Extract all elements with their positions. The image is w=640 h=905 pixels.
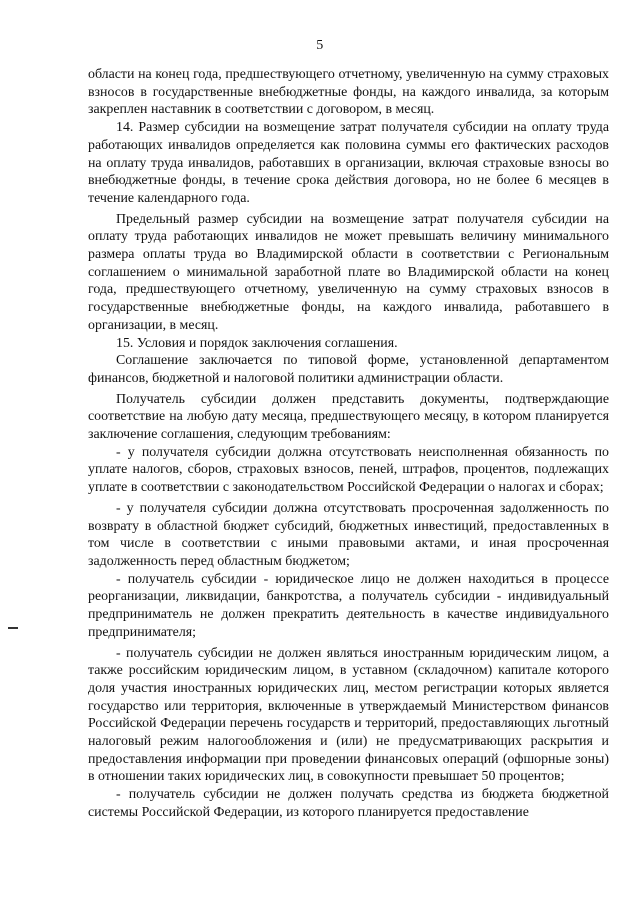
document-body (88, 66, 609, 822)
requirement-no-tax-debt: - у получателя субсидии должна отсутствовать неисполненная обязанность по уплате налогов, сборов, страховых взносов, пеней, штрафов, процентов, подлежащих уплате в соответствии с законодательством Российской Федерации о налогах и сборах; (88, 444, 609, 496)
paragraph-clause-14: 14. Размер субсидии на возмещение затрат получателя субсидии на оплату труда работающих инвалидов определяется как половина суммы его фактических расходов на оплату труда инвалидов, работавших в организации, включая страховые взносы во внебюджетные фонды, в течение срока действия договора, но не более 6 месяцев в течение календарного года. (88, 120, 609, 206)
requirement-no-other-funds: - получатель субсидии не должен получать средства из бюджета бюджетной системы Российской Федерации, из которого планируется предоставление (88, 787, 609, 820)
paragraph-max-subsidy: Предельный размер субсидии на возмещение затрат получателя субсидии на оплату труда работающих инвалидов не может превышать величину минимального размера оплаты труда во Владимирской области в соответствии с Региональным соглашением о минимальной заработной плате во Владимирской области на конец года, предшествующего отчетному, увеличенную на сумму страховых взносов в государственные внебюджетные фонды, на каждого инвалида, работавшего в организации, в месяц. (88, 211, 609, 333)
requirement-no-reorganization: - получатель субсидии - юридическое лицо не должен находиться в процессе реорганизации, ликвидации, банкротства, а получатель субсидии - индивидуальный предприниматель не должен прекратить деятельность в качестве индивидуального предпринимателя; (88, 571, 609, 640)
requirement-not-foreign: - получатель субсидии не должен являться иностранным юридическим лицом, а также российским юридическим лицом, в уставном (складочном) капитале которого доля участия иностранных юридических лиц, местом регистрации которых является государство или территория, включенные в утверждаемый Министерством финансов Российской Федерации перечень государств и территорий, предоставляющих льготный налоговый режим налогообложения и (или) не предусматривающих раскрытия и предоставления информации при проведении финансовых операций (офшорные зоны) в отношении таких юридических лиц, в совокупности превышает 50 процентов; (88, 645, 609, 785)
margin-dash-mark (8, 627, 18, 629)
paragraph-clause-15: 15. Условия и порядок заключения соглашения. (116, 335, 398, 351)
paragraph-agreement-form: Соглашение заключается по типовой форме, установленной департаментом финансов, бюджетной и налоговой политики администрации области. (88, 353, 609, 386)
paragraph-documents: Получатель субсидии должен представить документы, подтверждающие соответствие на любую дату месяца, предшествующего месяцу, в котором планируется заключение соглашения, следующим требованиям: (88, 391, 609, 443)
paragraph-continuation: области на конец года, предшествующего отчетному, увеличенную на сумму страховых взносов в государственные внебюджетные фонды, на каждого инвалида, за которым закреплен наставник в соответствии с договором, в месяц. (88, 67, 609, 118)
page-number: 5 (316, 38, 324, 53)
requirement-no-overdue-debt: - у получателя субсидии должна отсутствовать просроченная задолженность по возврату в областной бюджет субсидий, бюджетных инвестиций, предоставленных в том числе в соответствии с иными правовыми актами, и иная просроченная задолженность перед областным бюджетом; (88, 500, 609, 569)
